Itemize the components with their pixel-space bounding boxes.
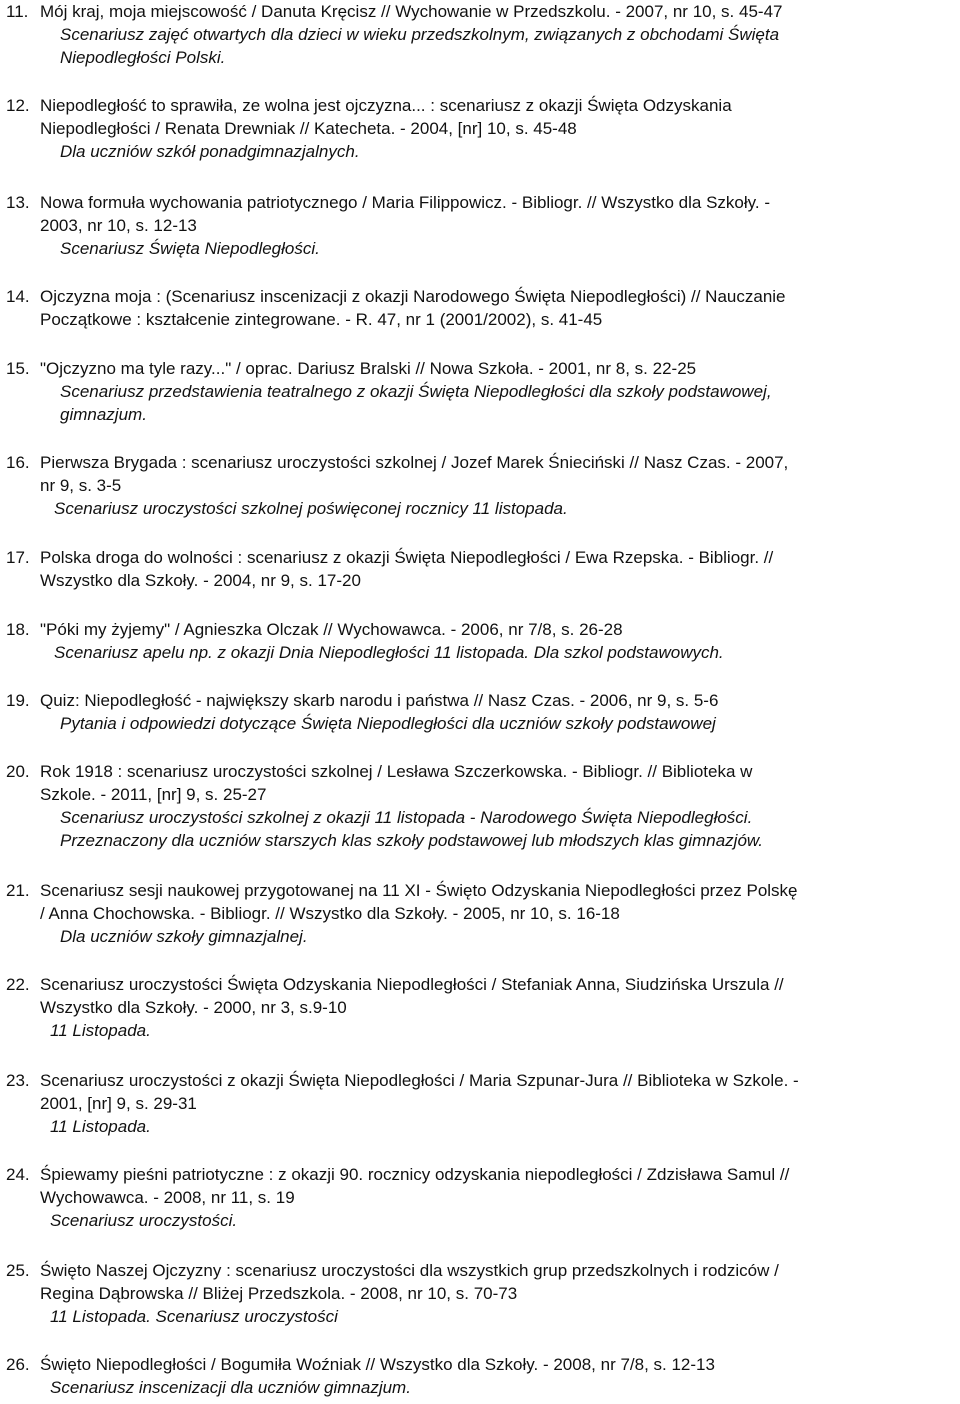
entry-text: Scenariusz uroczystości z okazji Święta Niepodległości / Maria Szpunar-Jura // Biblioteka w Szkole. - [40,1071,799,1090]
bibliography-entry-17 [6,546,952,592]
entry-line [6,1353,952,1376]
entry-line: Niepodległości / Renata Drewniak // Katecheta. - 2004, [nr] 10, s. 45-48 [40,119,577,138]
entry-number: 21. [6,881,30,900]
entry-number: 22. [6,975,30,994]
entry-line: / Anna Chochowska. - Bibliogr. // Wszystko dla Szkoły. - 2005, nr 10, s. 16-18 [40,904,620,923]
entry-number: 24. [6,1165,30,1184]
entry-note: gimnazjum. [60,405,147,424]
bibliography-entry-19 [6,689,952,735]
entry-text: Nowa formuła wychowania patriotycznego / Maria Filippowicz. - Bibliogr. // Wszystko dla Szkoły. - [40,193,770,212]
entry-number: 18. [6,620,30,639]
entry-number: 26. [6,1355,30,1374]
entry-note: Przeznaczony dla uczniów starszych klas szkoły podstawowej lub młodszych klas gimnazjów. [60,831,763,850]
bibliography-entry-20 [6,760,952,852]
entry-text: Scenariusz uroczystości Święta Odzyskania Niepodległości / Stefaniak Anna, Siudzińska Urszula // [40,975,784,994]
bibliography-entry-23 [6,1069,952,1138]
entry-text: Mój kraj, moja miejscowość / Danuta Kręcisz // Wychowanie w Przedszkolu. - 2007, nr 10, s. 45-47 [40,2,783,21]
entry-line [6,0,952,23]
entry-line: Początkowe : kształcenie zintegrowane. - R. 47, nr 1 (2001/2002), s. 41-45 [40,310,603,329]
entry-line [6,1259,952,1282]
entry-note: Niepodległości Polski. [60,48,226,67]
entry-number: 25. [6,1261,30,1280]
entry-text: "Ojczyzno ma tyle razy..." / oprac. Dariusz Bralski // Nowa Szkoła. - 2001, nr 8, s. 22-25 [40,359,697,378]
entry-note: Scenariusz inscenizacji dla uczniów gimnazjum. [50,1378,411,1397]
bibliography-entry-16 [6,451,952,520]
entry-text: Niepodległość to sprawiła, ze wolna jest ojczyzna... : scenariusz z okazji Święta Odzyskania [40,96,732,115]
entry-line [6,546,952,569]
bibliography-entry-21 [6,879,952,948]
entry-number: 12. [6,96,30,115]
entry-note: 11 Listopada. [50,1021,151,1040]
entry-line [6,618,952,641]
entry-text: Święto Niepodległości / Bogumiła Woźniak // Wszystko dla Szkoły. - 2008, nr 7/8, s. 12-13 [40,1355,715,1374]
entry-line [6,1163,952,1186]
entry-line: Wszystko dla Szkoły. - 2004, nr 9, s. 17-20 [40,571,361,590]
entry-note: Scenariusz przedstawienia teatralnego z okazji Święta Niepodległości dla szkoły podstawowej, [60,382,772,401]
entry-note: 11 Listopada. [50,1117,151,1136]
entry-line [6,1069,952,1092]
bibliography-entry-25 [6,1259,952,1328]
entry-line: Szkole. - 2011, [nr] 9, s. 25-27 [40,785,267,804]
entry-note: Scenariusz zajęć otwartych dla dzieci w wieku przedszkolnym, związanych z obchodami Święta [60,25,780,44]
entry-note: Dla uczniów szkoły gimnazjalnej. [60,927,308,946]
entry-note: Scenariusz apelu np. z okazji Dnia Niepodległości 11 listopada. Dla szkol podstawowych. [54,643,724,662]
bibliography-entry-26 [6,1353,952,1399]
entry-note: Scenariusz uroczystości. [50,1211,238,1230]
entry-line [6,689,952,712]
entry-line [6,285,952,308]
entry-number: 13. [6,193,30,212]
entry-text: Ojczyzna moja : (Scenariusz inscenizacji z okazji Narodowego Święta Niepodległości) // Nauczanie [40,287,786,306]
entry-text: Pierwsza Brygada : scenariusz uroczystości szkolnej / Jozef Marek Śnieciński // Nasz Czas. - 2007, [40,453,789,472]
entry-line: 2003, nr 10, s. 12-13 [40,216,197,235]
entry-note: Scenariusz uroczystości szkolnej z okazji 11 listopada - Narodowego Święta Niepodległości. [60,808,753,827]
entry-note: Scenariusz Święta Niepodległości. [60,239,320,258]
entry-line: Regina Dąbrowska // Bliżej Przedszkola. - 2008, nr 10, s. 70-73 [40,1284,518,1303]
entry-text: "Póki my żyjemy" / Agnieszka Olczak // Wychowawca. - 2006, nr 7/8, s. 26-28 [40,620,623,639]
entry-line: 2001, [nr] 9, s. 29-31 [40,1094,197,1113]
entry-line [6,94,952,117]
entry-text: Scenariusz sesji naukowej przygotowanej na 11 XI - Święto Odzyskania Niepodległości przez Polskę [40,881,798,900]
entry-line [6,879,952,902]
bibliography-entry-24 [6,1163,952,1232]
entry-note: Pytania i odpowiedzi dotyczące Święta Niepodległości dla uczniów szkoły podstawowej [60,714,716,733]
bibliography-entry-15 [6,357,952,426]
entry-note: 11 Listopada. Scenariusz uroczystości [50,1307,338,1326]
bibliography-entry-13 [6,191,952,260]
entry-note: Dla uczniów szkół ponadgimnazjalnych. [60,142,360,161]
entry-line [6,357,952,380]
entry-line: Wszystko dla Szkoły. - 2000, nr 3, s.9-10 [40,998,347,1017]
bibliography-entry-12 [6,94,952,163]
entry-line [6,973,952,996]
entry-number: 19. [6,691,30,710]
bibliography-entry-14 [6,285,952,331]
entry-line: nr 9, s. 3-5 [40,476,122,495]
entry-number: 16. [6,453,30,472]
entry-line [6,191,952,214]
bibliography-entry-18 [6,618,952,664]
entry-number: 23. [6,1071,30,1090]
entry-text: Rok 1918 : scenariusz uroczystości szkolnej / Lesława Szczerkowska. - Bibliogr. // Biblioteka w [40,762,753,781]
bibliography-entry-11 [6,0,952,69]
entry-line [6,760,952,783]
bibliography-entry-22 [6,973,952,1042]
entry-number: 20. [6,762,30,781]
entry-number: 11. [6,2,29,21]
entry-number: 14. [6,287,30,306]
entry-text: Święto Naszej Ojczyzny : scenariusz uroczystości dla wszystkich grup przedszkolnych i rodziców / [40,1261,779,1280]
entry-text: Quiz: Niepodległość - największy skarb narodu i państwa // Nasz Czas. - 2006, nr 9, s. 5-6 [40,691,719,710]
entry-text: Polska droga do wolności : scenariusz z okazji Święta Niepodległości / Ewa Rzepska. - Bibliogr. // [40,548,774,567]
entry-number: 17. [6,548,30,567]
entry-number: 15. [6,359,30,378]
entry-line: Wychowawca. - 2008, nr 11, s. 19 [40,1188,295,1207]
entry-note: Scenariusz uroczystości szkolnej poświęconej rocznicy 11 listopada. [54,499,568,518]
entry-line [6,451,952,474]
entry-text: Śpiewamy pieśni patriotyczne : z okazji 90. rocznicy odzyskania niepodległości / Zdzisława Samul // [40,1165,790,1184]
